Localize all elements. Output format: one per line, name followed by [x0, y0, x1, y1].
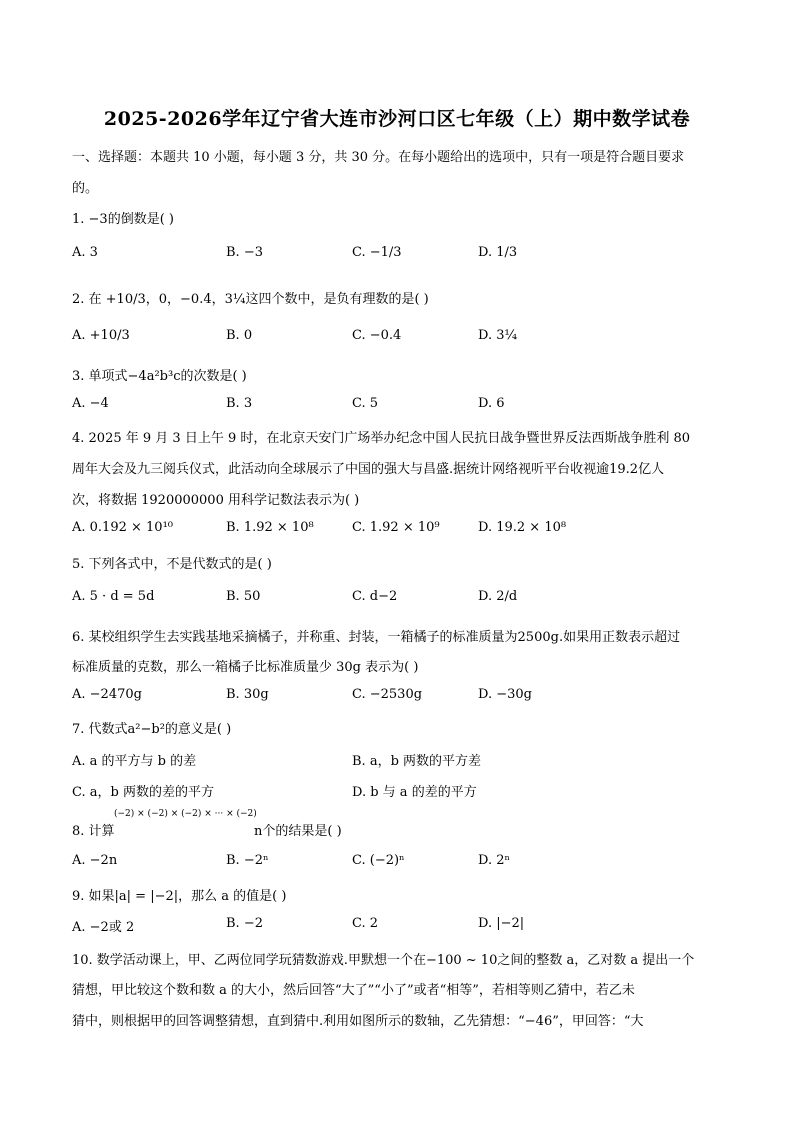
question-7-option-d: D. b 与 a 的差的平方	[352, 785, 477, 800]
question-3-stem: 3. 单项式−4a²b³c的次数是( )	[72, 369, 247, 384]
question-2-option-d: D. 3¼	[478, 328, 518, 343]
question-7-stem: 7. 代数式a²−b²的意义是( )	[72, 722, 232, 737]
question-8-option-a: A. −2n	[72, 853, 118, 868]
question-10-line1: 10. 数学活动课上，甲、乙两位同学玩猜数游戏.甲默想一个在−100 ~ 10之间的整数 a，乙对数 a 提出一个	[72, 953, 695, 968]
question-7-option-c: C. a，b 两数的差的平方	[72, 785, 214, 800]
question-2-option-b: B. 0	[226, 328, 253, 343]
question-4-option-c: C. 1.92 × 10⁹	[352, 520, 440, 535]
question-5-option-c: C. d−2	[352, 589, 398, 604]
question-9-option-d: D. |−2|	[478, 916, 525, 931]
question-9-stem: 9. 如果|a| = |−2|，那么 a 的值是( )	[72, 889, 287, 904]
question-6-line2: 标准质量的克数，那么一箱橘子比标准质量少 30g 表示为( )	[72, 660, 419, 675]
question-8-option-d: D. 2ⁿ	[478, 853, 511, 868]
question-2-option-c: C. −0.4	[352, 328, 402, 343]
question-6-line1: 6. 某校组织学生去实践基地采摘橘子，并称重、封装，一箱橘子的标准质量为2500g.如果用正数表示超过	[72, 630, 681, 645]
question-6-option-a: A. −2470g	[72, 687, 142, 702]
question-8-option-b: B. −2ⁿ	[226, 853, 269, 868]
question-6-option-b: B. 30g	[226, 687, 269, 702]
question-7-option-a: A. a 的平方与 b 的差	[72, 754, 197, 769]
question-6-option-d: D. −30g	[478, 687, 532, 702]
question-8-product-expression: (−2) × (−2) × (−2) × ··· × (−2)	[114, 809, 257, 819]
question-1-option-d: D. 1/3	[478, 245, 518, 260]
question-4-option-d: D. 19.2 × 10⁸	[478, 520, 567, 535]
question-1-stem: 1. −3的倒数是( )	[72, 212, 174, 227]
question-5-option-a: A. 5 · d = 5d	[72, 589, 155, 604]
question-5-option-b: B. 50	[226, 589, 261, 604]
question-4-line1: 4. 2025 年 9 月 3 日上午 9 时，在北京天安门广场举办纪念中国人民抗日战争暨世界反法西斯战争胜利 80	[72, 431, 691, 446]
question-6-option-c: C. −2530g	[352, 687, 423, 702]
section-heading-line1: 一、选择题：本题共 10 小题，每小题 3 分，共 30 分。在每小题给出的选项中，只有一项是符合题目要求	[72, 150, 685, 165]
page-title: 2025-2026学年辽宁省大连市沙河口区七年级（上）期中数学试卷	[103, 108, 691, 130]
question-3-option-a: A. −4	[72, 396, 109, 411]
question-9-option-c: C. 2	[352, 916, 379, 931]
question-3-option-d: D. 6	[478, 396, 505, 411]
question-7-option-b: B. a，b 两数的平方差	[352, 754, 482, 769]
question-3-option-b: B. 3	[226, 396, 253, 411]
question-4-line2: 周年大会及九三阅兵仪式，此活动向全球展示了中国的强大与昌盛.据统计网络视听平台收视逾19.2亿人	[72, 462, 665, 477]
question-9-option-b: B. −2	[226, 916, 263, 931]
question-4-line3: 次，将数据 1920000000 用科学记数法表示为( )	[72, 493, 360, 508]
question-4-option-a: A. 0.192 × 10¹⁰	[72, 520, 173, 535]
question-8-option-c: C. (−2)ⁿ	[352, 853, 405, 868]
question-5-stem: 5. 下列各式中，不是代数式的是( )	[72, 557, 272, 572]
question-1-option-a: A. 3	[72, 245, 98, 260]
question-9-option-a: A. −2或 2	[72, 920, 135, 935]
question-2-stem: 2. 在 +10/3，0，−0.4，3¼这四个数中，是负有理数的是( )	[72, 292, 429, 307]
question-1-option-c: C. −1/3	[352, 245, 402, 260]
question-8-prefix: 8. 计算	[72, 824, 115, 839]
question-8-suffix: n个的结果是( )	[254, 824, 342, 839]
question-10-line2: 猜想，甲比较这个数和数 a 的大小，然后回答“大了”“小了”或者“相等”，若相等则乙猜中，若乙未	[72, 983, 635, 998]
question-5-option-d: D. 2/d	[478, 589, 518, 604]
question-10-line3: 猜中，则根据甲的回答调整猜想，直到猜中.利用如图所示的数轴，乙先猜想：“−46”，甲回答：“大	[72, 1014, 644, 1029]
question-1-option-b: B. −3	[226, 245, 263, 260]
question-2-option-a: A. +10/3	[72, 328, 130, 343]
question-4-option-b: B. 1.92 × 10⁸	[226, 520, 314, 535]
section-heading-line2: 的。	[72, 181, 99, 196]
question-3-option-c: C. 5	[352, 396, 379, 411]
